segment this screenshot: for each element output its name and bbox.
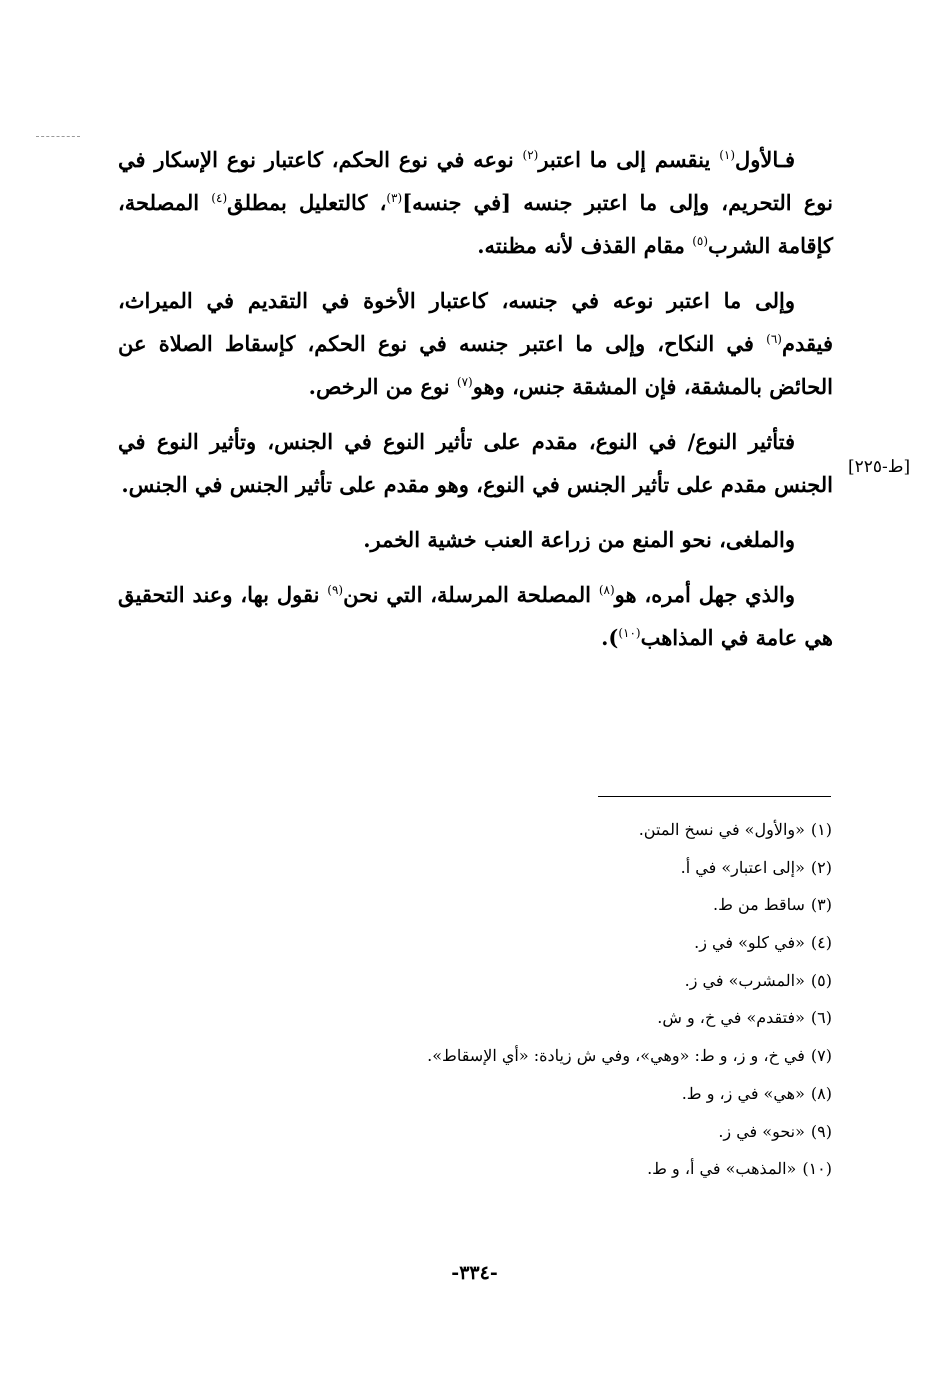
footnote-text: «نحو» في ز.: [718, 1121, 805, 1141]
footnote: [200, 924, 832, 962]
footnote-number: (١): [810, 820, 832, 839]
footnote-number: (٢): [810, 857, 832, 877]
paragraph-text: والملغى، نحو المنع من زراعة العنب خشية الخمر.: [363, 527, 795, 552]
footnote: [200, 999, 832, 1037]
footnote-number: (٨): [810, 1083, 832, 1103]
paragraph: [118, 420, 833, 506]
footnote-text: «والأول» في نسخ المتن.: [638, 820, 805, 839]
footnote: [200, 1037, 832, 1075]
footnote-number: (٩): [810, 1121, 832, 1141]
main-text: [118, 138, 833, 671]
paragraph: [118, 518, 833, 561]
footnote: [200, 886, 832, 924]
paragraph-text: مقام القذف لأنه مظنته.: [477, 233, 693, 258]
footnote: [200, 811, 832, 849]
footnote-text: «فتقدم» في خ، و ش.: [657, 1008, 805, 1028]
footnote: [200, 962, 832, 1000]
paragraph-text: ، كالتعليل بمطلق: [227, 190, 387, 215]
footnote-marker: (٣): [386, 191, 403, 205]
footnote-divider: [598, 796, 831, 797]
footnote-text: «المشرب» في ز.: [684, 970, 805, 990]
footnote-marker: (١٠): [618, 626, 641, 640]
footnote-number: (٣): [810, 895, 832, 915]
paragraph-text: فتأثير النوع/ في النوع، مقدم على تأثير النوع في الجنس، وتأثير النوع في الجنس مقدم على تأثير الجنس في النوع، وهو مقدم على تأثير الجنس في الجنس.: [118, 429, 833, 497]
footnote-marker: (٦): [766, 332, 782, 346]
paragraph-text: المصلحة، كإقامة الشرب: [118, 190, 833, 258]
footnote-text: «هي» في ز، و ط.: [681, 1083, 805, 1103]
footnote: [200, 1075, 832, 1113]
footnote: [200, 849, 832, 887]
footnotes: [200, 811, 832, 1188]
paragraph-text: في النكاح، وإلى ما اعتبر جنسه في نوع الحكم، كإسقاط الصلاة عن الحائض بالمشقة، فإن المشقة جنس، وهو: [118, 331, 833, 399]
footnote-marker: (٥): [692, 234, 709, 248]
footnote-number: (٥): [810, 970, 832, 990]
scan-artifact-line: [36, 136, 80, 137]
footnote-marker: (٨): [598, 583, 615, 597]
footnote-marker: (٩): [327, 583, 344, 597]
paragraph-text: ينقسم إلى ما اعتبر: [538, 147, 720, 172]
paragraph-text: ).: [601, 625, 619, 650]
paragraph-text: نوعه في نوع الحكم، كاعتبار نوع الإسكار في نوع التحريم، وإلى ما اعتبر جنسه [في جنسه]: [118, 147, 833, 215]
paragraph-text: والذي جهل أمره، هو: [614, 582, 795, 607]
footnote-text: في خ، و ز، و ط: «وهي»، وفي ش زيادة: «أي الإسقاط».: [427, 1046, 805, 1066]
footnote-number: (٤): [810, 933, 832, 953]
footnote: [200, 1150, 832, 1188]
footnote-number: (٦): [810, 1008, 832, 1028]
paragraph-text: نوع من الرخص.: [308, 374, 457, 399]
footnote-marker: (١): [719, 148, 736, 162]
footnote-text: «المذهب» في أ، و ط.: [647, 1159, 797, 1179]
footnote-marker: (٧): [456, 375, 473, 389]
footnote-number: (١٠): [802, 1159, 832, 1179]
paragraph: [118, 573, 833, 659]
paragraph: [118, 138, 833, 267]
paragraph-text: وإلى ما اعتبر نوعه في جنسه، كاعتبار الأخوة في التقديم في الميراث، فيقدم: [118, 288, 833, 356]
footnote-text: «إلى اعتبار» في أ.: [680, 857, 805, 877]
footnote-text: ساقط من ط.: [712, 895, 805, 915]
margin-page-reference: [ط-٢٢٥]: [848, 457, 911, 477]
paragraph: [118, 279, 833, 408]
footnote-number: (٧): [810, 1046, 832, 1066]
paragraph-text: فـالأول: [735, 147, 795, 172]
page-number: -٣٣٤-: [451, 1262, 498, 1284]
footnote-marker: (٤): [211, 191, 228, 205]
footnote-marker: (٢): [522, 148, 539, 162]
paragraph-text: نقول بها، وعند التحقيق هي عامة في المذاهب: [118, 582, 833, 650]
footnote-text: «في كلو» في ز.: [694, 933, 805, 953]
footnote: [200, 1113, 832, 1151]
paragraph-text: المصلحة المرسلة، التي نحن: [343, 582, 599, 607]
